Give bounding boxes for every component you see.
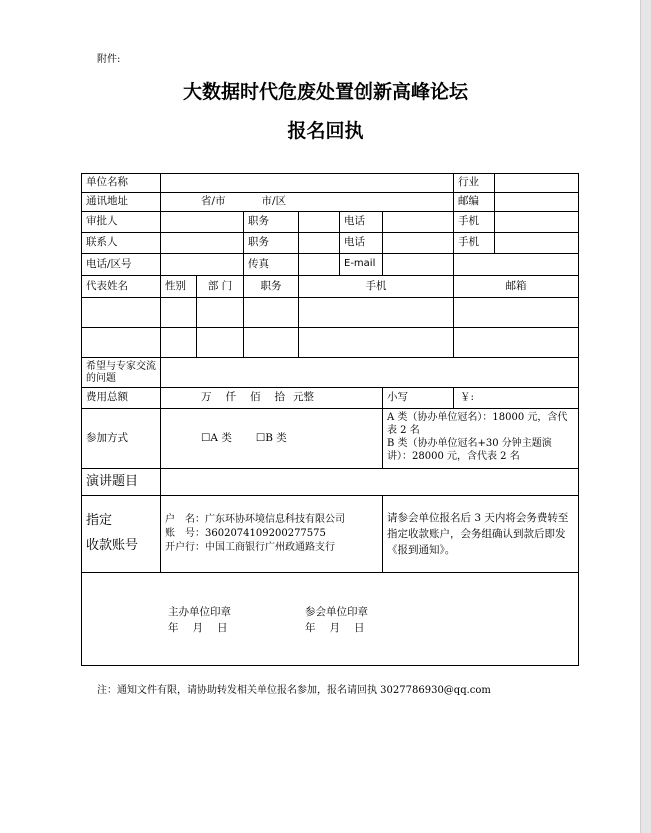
address-label: 通讯地址: [82, 193, 161, 212]
row-participation: [82, 409, 579, 469]
unit-bai: 佰: [250, 391, 261, 404]
rep-1-mobile[interactable]: [299, 298, 454, 328]
option-b-checkbox[interactable]: ☐B 类: [255, 431, 287, 444]
participation-options: [161, 409, 383, 469]
participation-label: 参加方式: [82, 409, 161, 469]
rep-2-mobile[interactable]: [299, 328, 454, 358]
total-fee-field[interactable]: [161, 388, 383, 409]
total-fee-label: 费用总额: [82, 388, 161, 409]
registration-form: [81, 173, 579, 666]
fax-field[interactable]: [299, 254, 340, 276]
phone-area-label: 电话/区号: [82, 254, 161, 276]
account-name: 户 名：广东环协环境信息科技有限公司: [165, 514, 345, 525]
email-label: E-mail: [340, 254, 383, 276]
row-phone: [82, 254, 579, 276]
rep-1-position[interactable]: [244, 298, 299, 328]
rep-1-email[interactable]: [454, 298, 579, 328]
contact-phone-field[interactable]: [383, 233, 454, 254]
rep-2-name[interactable]: [82, 328, 161, 358]
row-fee: [82, 388, 579, 409]
postcode-field[interactable]: [495, 193, 579, 212]
host-seal-block: [168, 605, 231, 637]
approver-position-field[interactable]: [299, 212, 340, 233]
rep-2-position[interactable]: [244, 328, 299, 358]
lowercase-label: 小写: [383, 388, 454, 409]
account-label-line-1: 指定: [86, 513, 113, 529]
gender-header: 性别: [161, 276, 197, 298]
rep-mobile-header: 手机: [299, 276, 454, 298]
contact-field[interactable]: [161, 233, 244, 254]
account-label: [82, 496, 161, 573]
row-account: [82, 496, 579, 573]
row-questions: [82, 358, 579, 388]
row-speech: [82, 469, 579, 496]
document-title: 大数据时代危废处置创新高峰论坛: [182, 81, 468, 103]
host-seal-date: 年 月 日: [168, 621, 228, 634]
address-field[interactable]: [161, 193, 454, 212]
attendee-seal-block: [305, 605, 368, 637]
unit-name-label: 单位名称: [82, 174, 161, 193]
contact-mobile-label: 手机: [454, 233, 495, 254]
row-contact: [82, 233, 579, 254]
rep-1-department[interactable]: [197, 298, 244, 328]
payment-note: 请参会单位报名后 3 天内将会务费转至指定收款账户，会务组确认到款后即发《报到通知》。: [383, 496, 579, 573]
account-details: [161, 496, 383, 573]
row-seals: [82, 573, 579, 666]
rep-1-gender[interactable]: [161, 298, 197, 328]
approver-mobile-label: 手机: [454, 212, 495, 233]
postcode-label: 邮编: [454, 193, 495, 212]
contact-label: 联系人: [82, 233, 161, 254]
speech-topic-field[interactable]: [161, 469, 579, 496]
province-city-text: 省/市: [201, 195, 226, 208]
approver-phone-label: 电话: [340, 212, 383, 233]
row-rep-header: [82, 276, 579, 298]
department-header: 部 门: [197, 276, 244, 298]
lowercase-field[interactable]: [454, 388, 579, 409]
contact-mobile-field[interactable]: [495, 233, 579, 254]
unit-wan: 万: [201, 391, 212, 404]
unit-yuan: 元整: [293, 391, 314, 404]
rep-row-2: [82, 328, 579, 358]
questions-field[interactable]: [161, 358, 579, 388]
speech-topic-label: 演讲题目: [82, 469, 161, 496]
seal-area: [82, 573, 579, 666]
rep-2-gender[interactable]: [161, 328, 197, 358]
approver-mobile-field[interactable]: [495, 212, 579, 233]
approver-label: 审批人: [82, 212, 161, 233]
rep-row-1: [82, 298, 579, 328]
fax-label: 传真: [244, 254, 299, 276]
option-a-checkbox[interactable]: ☐A 类: [201, 431, 232, 444]
row-address: [82, 193, 579, 212]
bank-name: 开户行：中国工商银行广州政通路支行: [165, 542, 335, 553]
document-subtitle: 报名回执: [287, 120, 364, 142]
account-number: 账 号：3602074109200277575: [165, 528, 326, 539]
approver-field[interactable]: [161, 212, 244, 233]
unit-shi: 拾: [274, 391, 285, 404]
option-a-description: A 类（协办单位冠名）：18000 元，含代表 2 名: [387, 412, 568, 436]
attachment-label: 附件:: [97, 54, 121, 65]
phone-area-field[interactable]: [161, 254, 244, 276]
contact-position-field[interactable]: [299, 233, 340, 254]
rep-1-name[interactable]: [82, 298, 161, 328]
row-approver: [82, 212, 579, 233]
unit-name-field[interactable]: [161, 174, 454, 193]
account-label-line-2: 收款账号: [86, 538, 139, 553]
attendee-seal-date: 年 月 日: [305, 621, 365, 634]
option-b-description: B 类（协办单位冠名+30 分钟主题演讲）：28000 元，含代表 2 名: [387, 438, 552, 462]
row-unit: [82, 174, 579, 193]
host-seal-label: 主办单位印章: [168, 606, 231, 618]
email-field[interactable]: [383, 254, 454, 276]
rep-2-email[interactable]: [454, 328, 579, 358]
rep-position-header: 职务: [244, 276, 299, 298]
industry-field[interactable]: [495, 174, 579, 193]
rep-2-department[interactable]: [197, 328, 244, 358]
unit-qian: 仟: [225, 391, 236, 404]
email-extra-field[interactable]: [454, 254, 579, 276]
participation-description: [383, 409, 579, 469]
rep-name-header: 代表姓名: [82, 276, 161, 298]
footer-note: 注：通知文件有限，请协助转发相关单位报名参加，报名请回执 3027786930@qq.com: [97, 685, 491, 696]
attendee-seal-label: 参会单位印章: [305, 606, 368, 618]
contact-position-label: 职务: [244, 233, 299, 254]
industry-label: 行业: [454, 174, 495, 193]
approver-phone-field[interactable]: [383, 212, 454, 233]
rep-email-header: 邮箱: [454, 276, 579, 298]
questions-label: 希望与专家交流的问题: [82, 358, 161, 388]
city-district-text: 市/区: [261, 195, 287, 208]
yen-sign: ￥:: [460, 391, 475, 404]
approver-position-label: 职务: [244, 212, 299, 233]
contact-phone-label: 电话: [340, 233, 383, 254]
